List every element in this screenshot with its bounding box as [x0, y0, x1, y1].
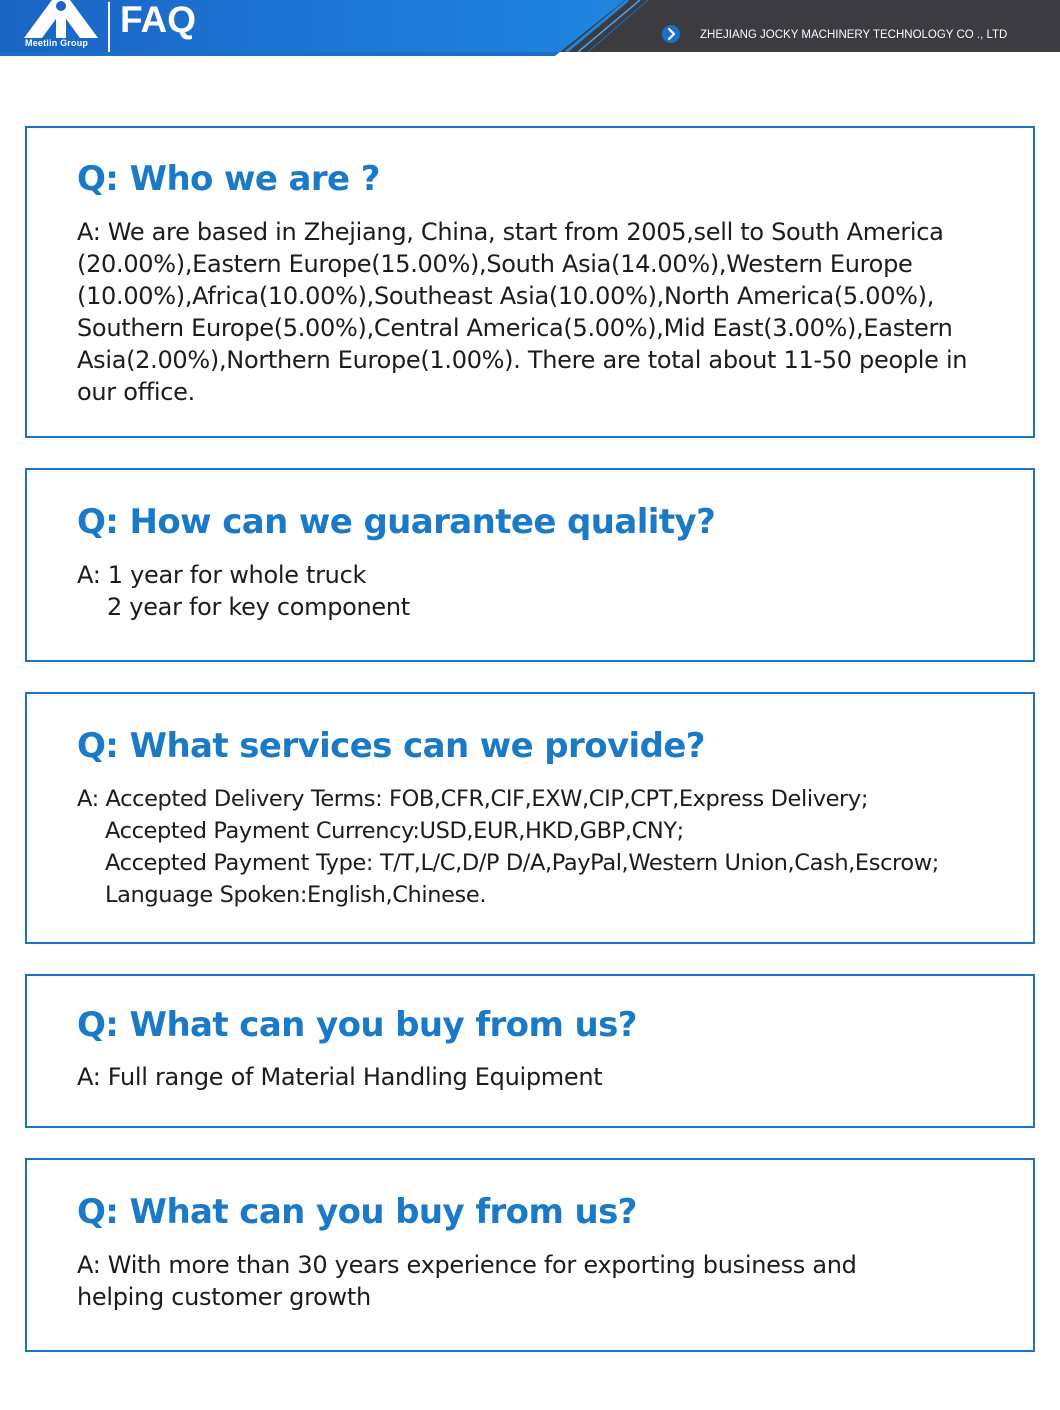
faq-answer — [77, 559, 1011, 623]
faq-question: Q: Who we are ? — [77, 159, 380, 199]
faq-answer-line: A: With more than 30 years experience for exporting business and helping customer growth — [77, 1251, 857, 1311]
page-title: FAQ — [120, 0, 197, 40]
faq-answer — [77, 216, 1011, 408]
faq-answer-line: A: We are based in Zhejiang, China, start from 2005,sell to South America (20.00%),Eastern Europe(15.00%),South Asia(14.00%),Western Europe (10.00%),Africa(10.00%),Southeast Asia(10.00%),North America(5.00%), Southern Europe(5.00%),Central America(5.00%),Mid East(3.00%),Eastern Asia(2.00%),Northern Europe(1.00%). There are total about 11-50 people in our office. — [77, 218, 968, 406]
logo-text: Meetlin Group — [25, 38, 89, 48]
header-divider — [108, 2, 110, 52]
faq-question: Q: What services can we provide? — [77, 726, 705, 766]
company-name: ZHEJIANG JOCKY MACHINERY TECHNOLOGY CO ., LTD — [700, 29, 1008, 41]
faq-item — [25, 126, 1035, 438]
faq-question: Q: How can we guarantee quality? — [77, 502, 716, 542]
faq-answer — [77, 1061, 1011, 1093]
faq-answer-line: 2 year for key component — [107, 593, 410, 621]
faq-item — [25, 1158, 1035, 1352]
faq-question: Q: What can you buy from us? — [77, 1005, 637, 1045]
faq-answer-line: A: Full range of Material Handling Equipment — [77, 1063, 603, 1091]
header-banner — [0, 0, 1060, 58]
faq-question: Q: What can you buy from us? — [77, 1192, 637, 1232]
faq-answer-line: A: Accepted Delivery Terms: FOB,CFR,CIF,EXW,CIP,CPT,Express Delivery; — [77, 786, 869, 812]
faq-item — [25, 692, 1035, 944]
faq-answer — [77, 1249, 913, 1313]
faq-item — [25, 974, 1035, 1128]
company-logo-icon — [24, 0, 98, 40]
faq-answer-line: Accepted Payment Type: T/T,L/C,D/P D/A,PayPal,Western Union,Cash,Escrow; — [105, 850, 939, 876]
chevron-right-icon — [661, 24, 681, 44]
faq-item — [25, 468, 1035, 662]
faq-answer-line: Accepted Payment Currency:USD,EUR,HKD,GBP,CNY; — [105, 818, 684, 844]
faq-answer-line: Language Spoken:English,Chinese. — [105, 882, 487, 908]
faq-answer — [77, 783, 1023, 911]
faq-answer-line: A: 1 year for whole truck — [77, 561, 367, 589]
